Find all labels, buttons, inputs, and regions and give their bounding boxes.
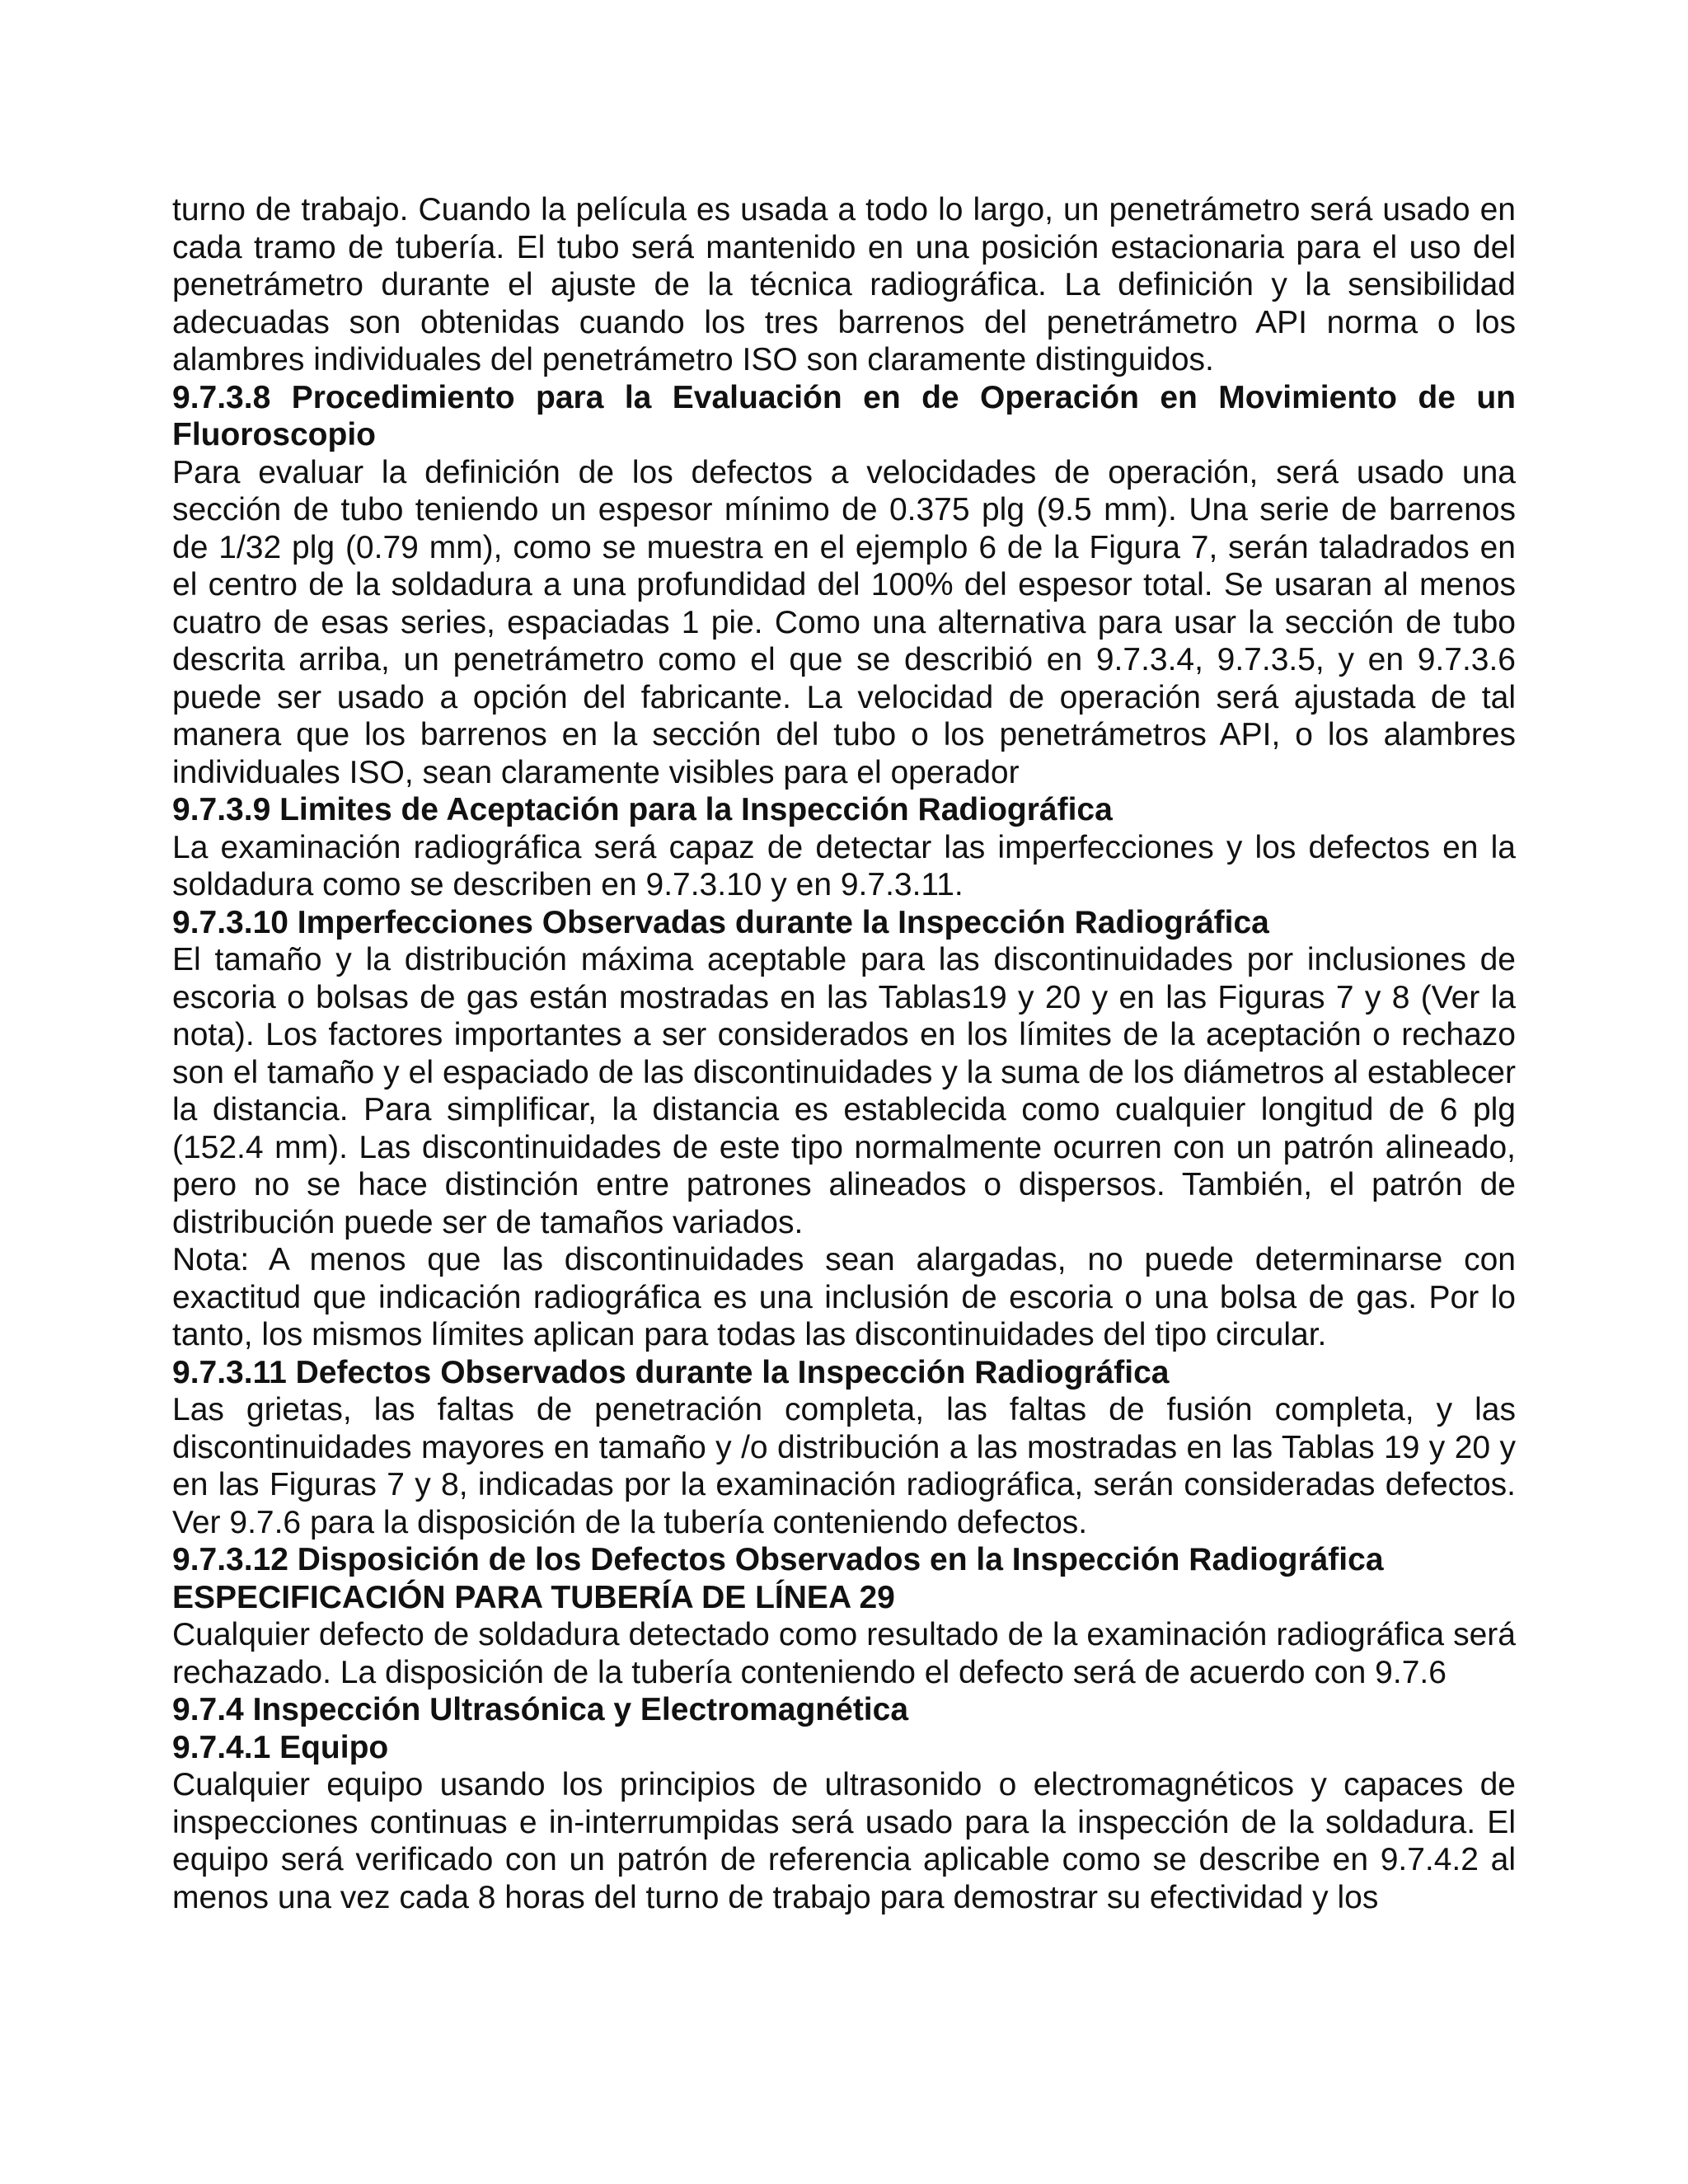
paragraph-intro: turno de trabajo. Cuando la película es usada a todo lo largo, un penetrámetro será usado en cada tramo de tubería. El tubo será mantenido en una posición estacionaria para el uso del penetrámetro durante el ajuste de la técnica radiográfica. La definición y la sensibilidad adecuadas son obtenidas cuando los tres barrenos del penetrámetro API norma o los alambres individuales del penetrámetro ISO son claramente distinguidos. (172, 192, 1516, 377)
heading-9-7-3-8: 9.7.3.8 Procedimiento para la Evaluación en de Operación en Movimiento de un Fluoroscopio (172, 379, 1516, 452)
paragraph-9-7-3-10: El tamaño y la distribución máxima aceptable para las discontinuidades por inclusiones de escoria o bolsas de gas están mostradas en las Tablas19 y 20 y en las Figuras 7 y 8 (Ver la nota). Los factores importantes a ser considerados en los límites de la aceptación o rechazo son el tamaño y el espaciado de las discontinuidades y la suma de los diámetros al establecer la distancia. Para simplificar, la distancia es establecida como cualquier longitud de 6 plg (152.4 mm). Las discontinuidades de este tipo normalmente ocurren con un patrón alineado, pero no se hace distinción entre patrones alineados o dispersos. También, el patrón de distribución puede ser de tamaños variados. (172, 942, 1516, 1240)
paragraph-9-7-3-9: La examinación radiográfica será capaz de detectar las imperfecciones y los defectos en la soldadura como se describen en 9.7.3.10 y en 9.7.3.11. (172, 829, 1516, 902)
paragraph-9-7-4-1: Cualquier equipo usando los principios de ultrasonido o electromagnéticos y capaces de inspecciones continuas e in-interrumpidas será usado para la inspección de la soldadura. El equipo será verificado con un patrón de referencia aplicable como se describe en 9.7.4.2 al menos una vez cada 8 horas del turno de trabajo para demostrar su efectividad y los (172, 1767, 1516, 1915)
heading-9-7-4-1: 9.7.4.1 Equipo (172, 1729, 389, 1765)
running-header: ESPECIFICACIÓN PARA TUBERÍA DE LÍNEA 29 (172, 1579, 895, 1615)
heading-9-7-3-9: 9.7.3.9 Limites de Aceptación para la Inspección Radiográfica (172, 792, 1113, 827)
heading-9-7-3-11: 9.7.3.11 Defectos Observados durante la Inspección Radiográfica (172, 1354, 1170, 1390)
document-page (172, 191, 1516, 1916)
paragraph-9-7-3-12: Cualquier defecto de soldadura detectado como resultado de la examinación radiográfica será rechazado. La disposición de la tubería conteniendo el defecto será de acuerdo con 9.7.6 (172, 1617, 1516, 1690)
paragraph-9-7-3-11: Las grietas, las faltas de penetración completa, las faltas de fusión completa, y las discontinuidades mayores en tamaño y /o distribución a las mostradas en las Tablas 19 y 20 y en las Figuras 7 y 8, indicadas por la examinación radiográfica, serán consideradas defectos. Ver 9.7.6 para la disposición de la tubería conteniendo defectos. (172, 1392, 1516, 1540)
paragraph-nota: Nota: A menos que las discontinuidades sean alargadas, no puede determinarse con exactitud que indicación radiográfica es una inclusión de escoria o una bolsa de gas. Por lo tanto, los mismos límites aplican para todas las discontinuidades del tipo circular. (172, 1242, 1516, 1352)
heading-9-7-3-12: 9.7.3.12 Disposición de los Defectos Observados en la Inspección Radiográfica (172, 1542, 1384, 1577)
heading-9-7-3-10: 9.7.3.10 Imperfecciones Observadas durante la Inspección Radiográfica (172, 904, 1269, 940)
heading-9-7-4: 9.7.4 Inspección Ultrasónica y Electromagnética (172, 1692, 909, 1727)
paragraph-9-7-3-8: Para evaluar la definición de los defectos a velocidades de operación, será usado una sección de tubo teniendo un espesor mínimo de 0.375 plg (9.5 mm). Una serie de barrenos de 1/32 plg (0.79 mm), como se muestra en el ejemplo 6 de la Figura 7, serán taladrados en el centro de la soldadura a una profundidad del 100% del espesor total. Se usaran al menos cuatro de esas series, espaciadas 1 pie. Como una alternativa para usar la sección de tubo descrita arriba, un penetrámetro como el que se describió en 9.7.3.4, 9.7.3.5, y en 9.7.3.6 puede ser usado a opción del fabricante. La velocidad de operación será ajustada de tal manera que los barrenos en la sección del tubo o los penetrámetros API, o los alambres individuales ISO, sean claramente visibles para el operador (172, 454, 1516, 790)
